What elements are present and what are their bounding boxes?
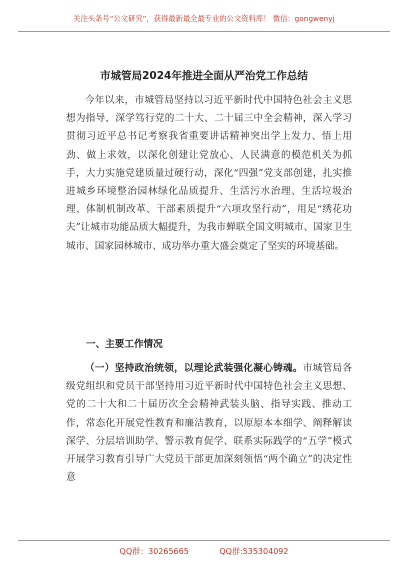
footer-qq-group-1: QQ群：30265665 (119, 547, 189, 556)
footer-qq-group-2: QQ群:535304092 (219, 547, 289, 556)
footer-divider (18, 540, 390, 541)
subsection-body: 市城管局各级党组织和党员干部坚持用习近平新时代中国特色社会主义思想、党的二十大和二十届历次全会精神武装头脑、指导实践、推动工作，常态化开展党性教育和廉洁教育，以原原本本细学、阐释解读深学、分层培训助学、警示教育促学、联系实际践学的“五学”模式开展学习教育引导广大党员干部更加深刻领悟“两个确立”的决定性意 (66, 363, 353, 484)
intro-paragraph: 今年以来，市城管局坚持以习近平新时代中国特色社会主义思想为指导，深学笃行党的二十大、二十届三中全会精神，深入学习贯彻习近平总书记考察我省重要讲话精神突出学上发力、悟上用劲、做上求效，以深化创建让党放心、人民满意的模范机关为抓手，大力实施党建质量过硬行动，深化“四强”党支部创建，扎实推进城乡环境整治园林绿化品质提升、生活污水治理、生活垃圾治理、体制机制改革、干部素质提升“六项攻坚行动”，用足“绣花功夫”让城市功能品质大幅提升，为我市蝉联全国文明城市、国家卫生城市、国家园林城市、成功举办重大盛会奠定了坚实的环境基础。 (66, 95, 352, 252)
header-notice: 关注头条号“公文研究”，获得最新最全最专业的公文资料库！ 微信：gongwenyj (73, 14, 335, 23)
section-heading: 一、主要工作情况 (86, 339, 163, 350)
subsection-paragraph (66, 360, 352, 487)
document-title: 市城管局2024年推进全面从严治党工作总结 (100, 70, 308, 82)
header-divider (18, 31, 390, 32)
footer (0, 546, 408, 557)
subsection-lead: （一）坚持政治统领，以理论武装强化凝心铸魂。 (85, 363, 303, 374)
